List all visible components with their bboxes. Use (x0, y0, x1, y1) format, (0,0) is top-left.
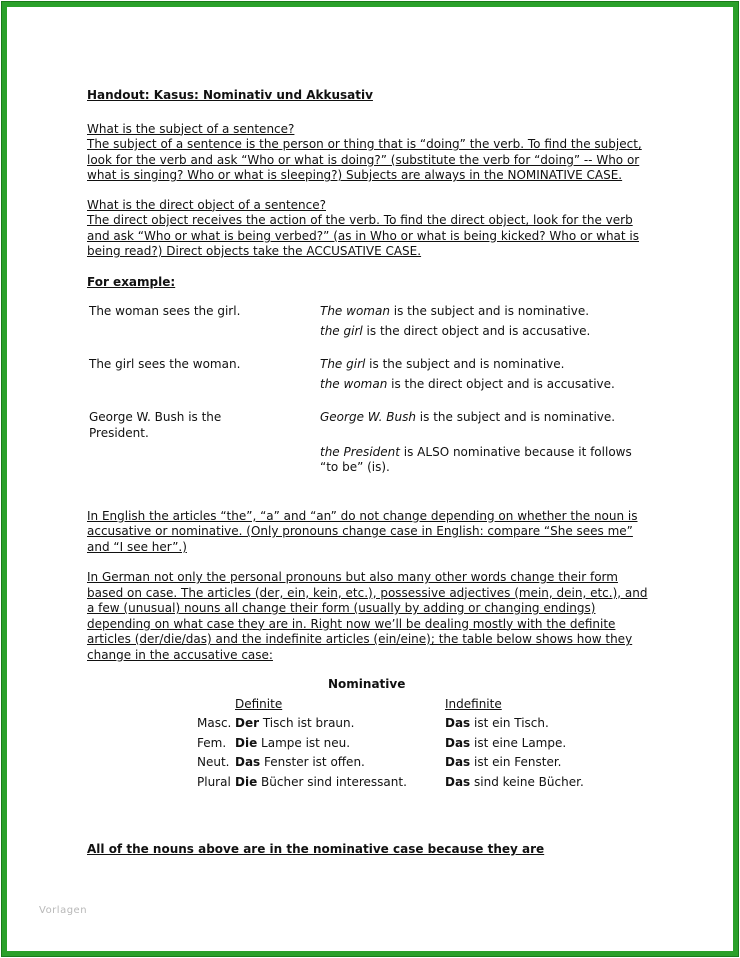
nominative-table (197, 695, 584, 793)
example-row (89, 410, 649, 476)
example-sentence: The girl sees the woman. (89, 357, 241, 371)
example-analysis: George W. Bush is the subject and is nominative. the President is ALSO nominative because it follows “to be” (is). (320, 410, 632, 474)
example-row (89, 357, 649, 392)
object-question: What is the direct object of a sentence? (87, 197, 326, 212)
object-term: the woman (320, 376, 388, 391)
gender-label: Masc. (197, 716, 232, 730)
nominative-row: Neut. Das Fenster ist offen. Das ist ein Fenster. (197, 753, 584, 773)
nominative-row: Masc. Der Tisch ist braun. Das ist ein Tisch. (197, 714, 584, 734)
subject-explanation: The subject of a sentence is the person or thing that is “doing” the verb. To find the subject, look for the verb and ask “Who or what is doing?” (substitute the verb for “doing” -- Who or what is singing? Who or what is sleeping?) Subjects are always in the NOMINATIVE CASE. (87, 137, 642, 182)
watermark: Vorlagen (39, 905, 88, 916)
indefinite-header: Indefinite (445, 696, 502, 711)
example-sentence: The woman sees the girl. (89, 304, 241, 318)
object-explanation: The direct object receives the action of the verb. To find the direct object, look for the verb and ask “Who or what is being verbed?” (as in Who or what is being kicked? Who or what is being read?) Direct objects take the ACCUSATIVE CASE. (87, 213, 640, 258)
example-sentence: George W. Bush is the President. (89, 410, 222, 440)
german-articles-note: In German not only the personal pronouns but also many other words change their form based on case. The articles (der, ein, kein, etc.), possessive adjectives (mein, dein, etc.), and a few (unusual) nouns all change their form (usually by adding or changing endings) depending on what case they are in. Right now we’ll be dealing mostly with the definite articles (der/die/das) and the indefinite articles (ein/eine); the table below shows how they change in the accusative case: (87, 570, 648, 662)
example-analysis: The girl is the subject and is nominative. the woman is the direct object and is accusative. (320, 357, 615, 391)
subject-section (87, 122, 652, 184)
examples-table (89, 304, 649, 476)
object-section (87, 198, 652, 260)
subject-question: What is the subject of a sentence? (87, 121, 295, 136)
subject-term: The woman (320, 304, 390, 318)
nominative-row: Fem. Die Lampe ist neu. Das ist eine Lampe. (197, 734, 584, 754)
nominative-header-row (197, 695, 584, 715)
handout-document (87, 88, 652, 858)
gender-label: Neut. (197, 755, 230, 769)
example-analysis: The woman is the subject and is nominative. the girl is the direct object and is accusative. (320, 304, 591, 338)
examples-heading: For example: (87, 274, 176, 289)
final-statement: All of the nouns above are in the nominative case because they are (87, 842, 545, 856)
object-term: the girl (320, 323, 363, 338)
object-term: the President (320, 444, 400, 459)
nominative-row: Plural Die Bücher sind interessant. Das sind keine Bücher. (197, 773, 584, 793)
subject-term: The girl (320, 357, 366, 371)
gender-label: Plural (197, 774, 231, 789)
subject-term: George W. Bush (320, 410, 416, 424)
gender-label: Fem. (197, 735, 227, 750)
handout-title: Handout: Kasus: Nominativ und Akkusativ (87, 88, 373, 102)
example-row (89, 304, 649, 339)
definite-header: Definite (235, 696, 283, 711)
english-articles-note: In English the articles “the”, “a” and “an” do not change depending on whether the noun is accusative or nominative. (Only pronouns change case in English: compare “She sees me” and “I see her”.) (87, 508, 638, 554)
nominative-table-title: Nominative (328, 677, 406, 691)
